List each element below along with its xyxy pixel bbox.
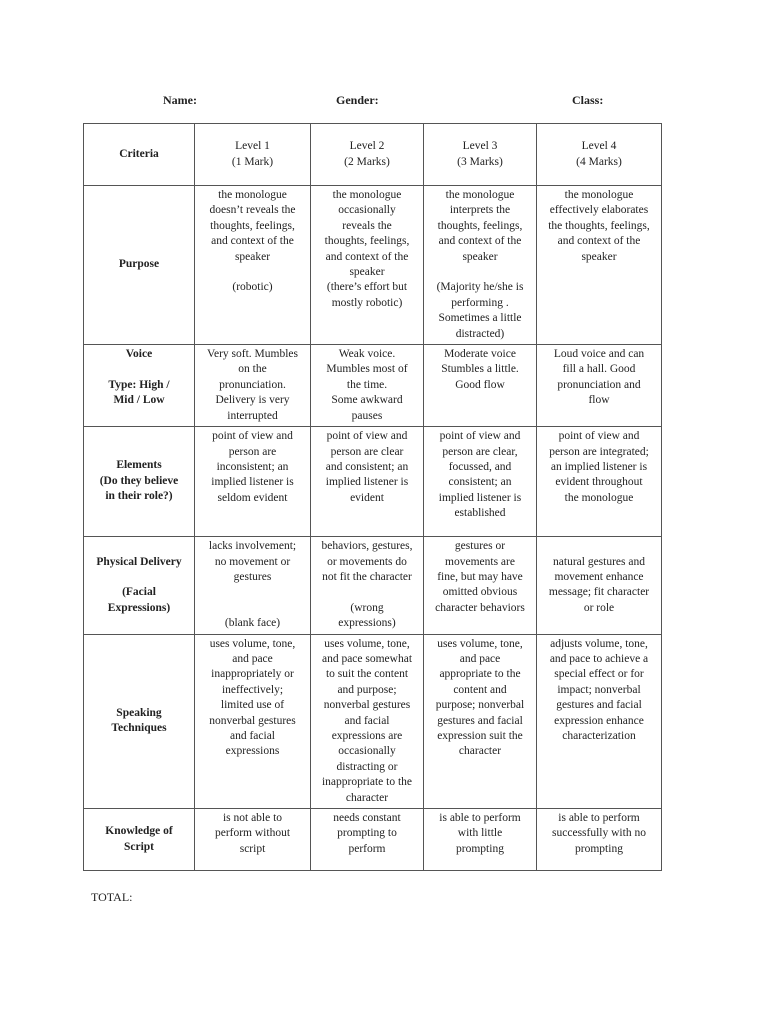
rubric-cell: uses volume, tone, and pace somewhat to suit the content and purpose; nonverbal gestures and facial expressions are occasionally distracting or inappropriate to the character <box>311 634 424 808</box>
rubric-cell: point of view and person are integrated; an implied listener is evident throughout the monologue <box>537 427 662 537</box>
rubric-cell: the monologue doesn’t reveals the thoughts, feelings, and context of the speaker (robotic) <box>195 186 311 345</box>
rubric-cell: Very soft. Mumbles on the pronunciation. Delivery is very interrupted <box>195 345 311 427</box>
rubric-cell: gestures or movements are fine, but may have omitted obvious character behaviors <box>424 537 537 634</box>
table-row <box>84 186 662 345</box>
table-row <box>84 809 662 871</box>
rubric-cell: Weak voice. Mumbles most of the time. Some awkward pauses <box>311 345 424 427</box>
criteria-cell-physical-delivery: Physical Delivery (Facial Expressions) <box>84 537 195 634</box>
table-row <box>84 345 662 427</box>
column-header-level-2: Level 2 (2 Marks) <box>311 124 424 186</box>
rubric-cell: Moderate voice Stumbles a little. Good flow <box>424 345 537 427</box>
rubric-cell: is able to perform with little prompting <box>424 809 537 871</box>
header-row <box>84 124 662 186</box>
name-label: Name: <box>163 93 197 107</box>
rubric-cell: uses volume, tone, and pace inappropriately or ineffectively; limited use of nonverbal gestures and facial expressions <box>195 634 311 808</box>
criteria-cell-elements: Elements (Do they believe in their role?) <box>84 427 195 537</box>
column-header-level-1: Level 1 (1 Mark) <box>195 124 311 186</box>
table-row <box>84 537 662 634</box>
rubric-cell: is able to perform successfully with no prompting <box>537 809 662 871</box>
rubric-table <box>83 123 662 871</box>
rubric-cell: natural gestures and movement enhance message; fit character or role <box>537 537 662 634</box>
gender-label: Gender: <box>336 93 379 107</box>
rubric-cell: is not able to perform without script <box>195 809 311 871</box>
criteria-cell-knowledge-of-script: Knowledge of Script <box>84 809 195 871</box>
rubric-cell: behaviors, gestures, or movements do not fit the character (wrong expressions) <box>311 537 424 634</box>
rubric-cell: point of view and person are clear and consistent; an implied listener is evident <box>311 427 424 537</box>
total-label: TOTAL: <box>91 890 133 904</box>
class-label: Class: <box>572 93 604 107</box>
table-row <box>84 634 662 808</box>
column-header-level-4: Level 4 (4 Marks) <box>537 124 662 186</box>
rubric-cell: point of view and person are clear, focussed, and consistent; an implied listener is established <box>424 427 537 537</box>
rubric-cell: adjusts volume, tone, and pace to achieve a special effect or for impact; nonverbal gestures and facial expression enhance characterization <box>537 634 662 808</box>
criteria-cell-speaking-techniques: Speaking Techniques <box>84 634 195 808</box>
rubric-cell: Loud voice and can fill a hall. Good pronunciation and flow <box>537 345 662 427</box>
table-row <box>84 427 662 537</box>
column-header-criteria: Criteria <box>84 124 195 186</box>
rubric-cell: the monologue occasionally reveals the thoughts, feelings, and context of the speaker (there’s effort but mostly robotic) <box>311 186 424 345</box>
column-header-level-3: Level 3 (3 Marks) <box>424 124 537 186</box>
rubric-cell: point of view and person are inconsistent; an implied listener is seldom evident <box>195 427 311 537</box>
criteria-cell-voice: Voice Type: High / Mid / Low <box>84 345 195 427</box>
rubric-cell: needs constant prompting to perform <box>311 809 424 871</box>
rubric-cell: lacks involvement; no movement or gestures (blank face) <box>195 537 311 634</box>
rubric-cell: uses volume, tone, and pace appropriate to the content and purpose; nonverbal gestures and facial expression suit the character <box>424 634 537 808</box>
rubric-cell: the monologue interprets the thoughts, feelings, and context of the speaker (Majority he/she is performing . Sometimes a little distracted) <box>424 186 537 345</box>
criteria-cell-purpose: Purpose <box>84 186 195 345</box>
rubric-cell: the monologue effectively elaborates the thoughts, feelings, and context of the speaker <box>537 186 662 345</box>
